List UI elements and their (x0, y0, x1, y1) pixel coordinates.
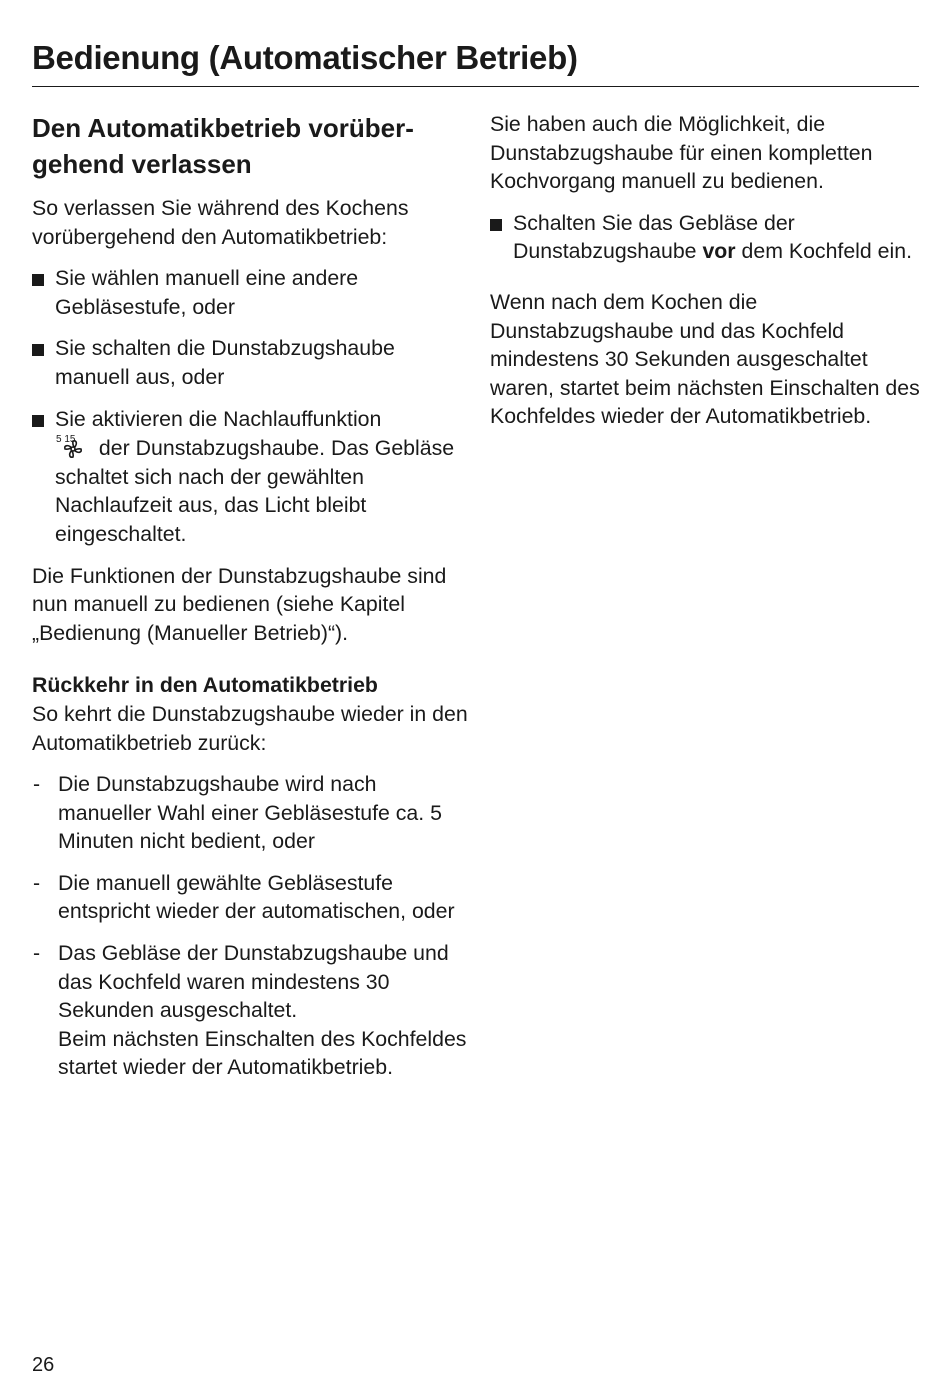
section-title-line1: Den Automatikbetrieb vorüber- (32, 113, 414, 143)
page-title: Bedienung (Automatischer Betrieb) (32, 39, 578, 76)
list-item-text: Das Gebläse der Dunstabzugshaube und das Kochfeld waren mindestens 30 Sekunden ausgeschaltet. (58, 941, 449, 1023)
exit-methods-list (32, 264, 472, 548)
closing-paragraph: Wenn nach dem Kochen die Dunstabzugshaube und das Kochfeld mindestens 30 Sekunden ausgeschaltet waren, startet beim nächsten Einschalten des Kochfeldes wieder der Automatikbetrieb. (490, 289, 920, 429)
list-item (490, 209, 930, 266)
list-item-text-end: dem Kochfeld ein. (741, 239, 913, 264)
list-item-text: Die Dunstabzugshaube wird nach manueller Wahl einer Gebläsestufe ca. 5 Minuten nicht bedient, oder (58, 772, 442, 854)
dash-bullet: - (33, 941, 41, 966)
right-column (490, 110, 930, 431)
list-item-text: Schalten Sie das Gebläse der Dunstabzugshaube (513, 210, 795, 264)
list-item (32, 405, 472, 549)
square-bullet-icon (32, 344, 44, 356)
return-subtitle: Rückkehr in den Automatikbetrieb (32, 673, 378, 698)
section-title (32, 110, 472, 182)
manual-instructions-list (490, 209, 930, 266)
left-column (32, 110, 472, 1095)
dash-bullet: - (33, 870, 41, 895)
list-item (32, 939, 472, 1082)
functions-paragraph: Die Funktionen der Dunstabzugshaube sind nun manuell zu bedienen (siehe Kapitel „Bedienung (Manueller Betrieb)“). (32, 563, 447, 645)
fan-timer-label: 5 15 (56, 434, 76, 446)
list-item-text-after-icon: der Dunstabzugshaube. Das Gebläse schaltet sich nach der gewählten Nachlaufzeit aus, das Licht bleibt eingeschaltet. (55, 436, 455, 546)
list-item-text: Sie wählen manuell eine andere Gebläsestufe, oder (55, 266, 359, 319)
emphasis-text: vor (702, 239, 736, 264)
list-item (32, 770, 472, 856)
return-intro-paragraph: So kehrt die Dunstabzugshaube wieder in den Automatikbetrieb zurück: (32, 701, 468, 755)
intro-paragraph: So verlassen Sie während des Kochens vorübergehend den Automatikbetrieb: (32, 196, 409, 249)
list-item-text: Sie schalten die Dunstabzugshaube manuell aus, oder (55, 336, 395, 389)
section-title-line2: gehend verlassen (32, 149, 252, 179)
list-item-text-before-icon: Sie aktivieren die Nachlauffunktion (55, 406, 382, 431)
list-item (32, 334, 472, 391)
return-conditions-list (32, 770, 472, 1082)
list-item (32, 869, 472, 926)
list-item (32, 264, 472, 321)
square-bullet-icon (32, 274, 44, 286)
manual-option-paragraph: Sie haben auch die Möglichkeit, die Dunstabzugshaube für einen kompletten Kochvorgang manuell zu bedienen. (490, 112, 873, 194)
square-bullet-icon (490, 219, 502, 231)
title-divider (32, 86, 919, 87)
square-bullet-icon (32, 415, 44, 427)
dash-bullet: - (33, 772, 41, 797)
fan-timer-icon (55, 433, 93, 459)
list-item-text: Die manuell gewählte Gebläsestufe entspricht wieder der automatischen, oder (58, 870, 455, 924)
page-number: 26 (32, 1354, 55, 1376)
list-item-text-continued: Beim nächsten Einschalten des Kochfeldes startet wieder der Automatikbetrieb. (58, 1026, 467, 1080)
